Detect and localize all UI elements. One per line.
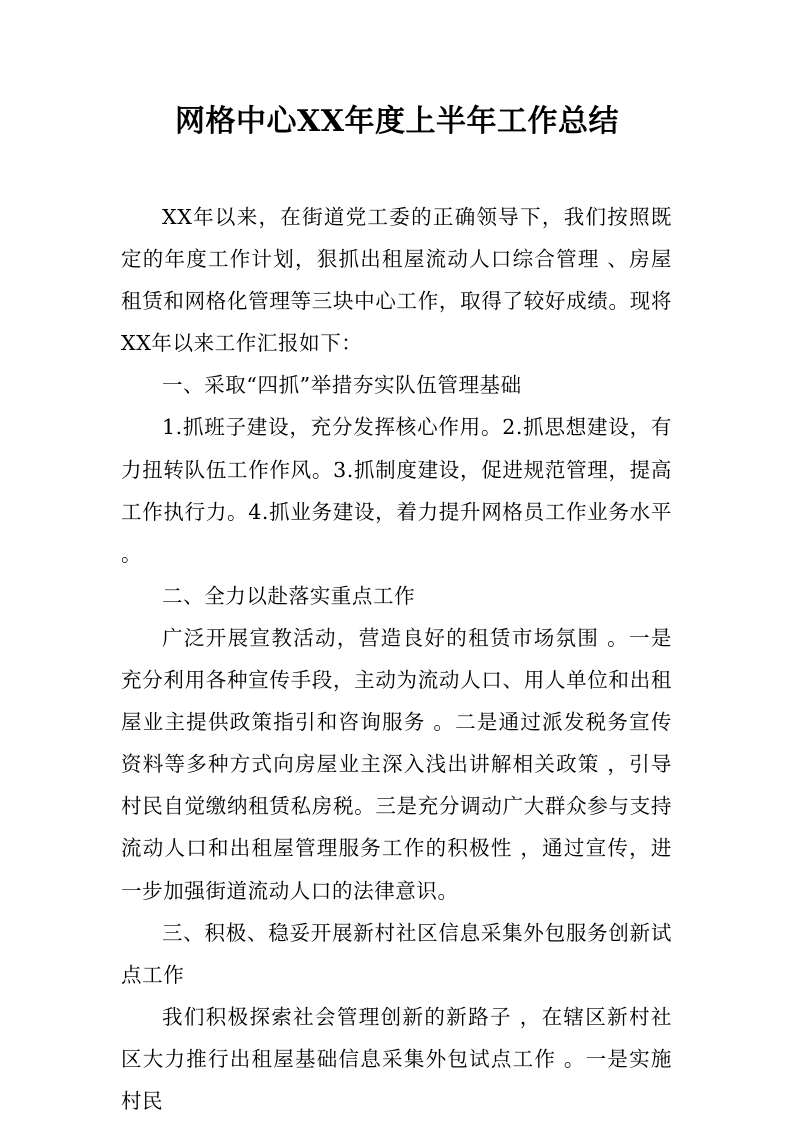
section-heading-2: 二、全力以赴落实重点工作 xyxy=(162,583,416,608)
document-body xyxy=(121,196,672,1122)
section-2-paragraph: 广泛开展宣教活动，营造良好的租赁市场氛围 。一是充分利用各种宣传手段，主动为流动人口、用人单位和出租屋业主提供政策指引和咨询服务 。二是通过派发税务宣传资料等多种方式向房屋业主深入浅出讲解相关政策 ，引导村民自觉缴纳租赁私房税。三是充分调动广大群众参与支持流动人口和出租屋管理服务工作的积极性 ，通过宣传，进一步加强街道流动人口的法律意识。 xyxy=(121,625,672,903)
section-1-paragraph: 1.抓班子建设，充分发挥核心作用。2.抓思想建设，有力扭转队伍工作作风。3.抓制度建设，促进规范管理，提高工作执行力。4.抓业务建设，着力提升网格员工作业务水平 。 xyxy=(121,415,672,566)
section-3-paragraph: 我们积极探索社会管理创新的新路子 ，在辖区新村社区大力推行出租屋基础信息采集外包试点工作 。一是实施村民 xyxy=(121,1004,672,1113)
section-heading-1: 一、采取“四抓”举措夯实队伍管理基础 xyxy=(162,373,522,398)
section-heading-3: 三、积极、稳妥开展新村社区信息采集外包服务创新试点工作 xyxy=(121,920,672,987)
document-title: 网格中心XX年度上半年工作总结 xyxy=(174,104,620,139)
intro-paragraph: XX年以来，在街道党工委的正确领导下，我们按照既定的年度工作计划，狠抓出租屋流动人口综合管理 、房屋租赁和网格化管理等三块中心工作，取得了较好成绩。现将XX年以来工作汇报如下： xyxy=(121,205,672,356)
